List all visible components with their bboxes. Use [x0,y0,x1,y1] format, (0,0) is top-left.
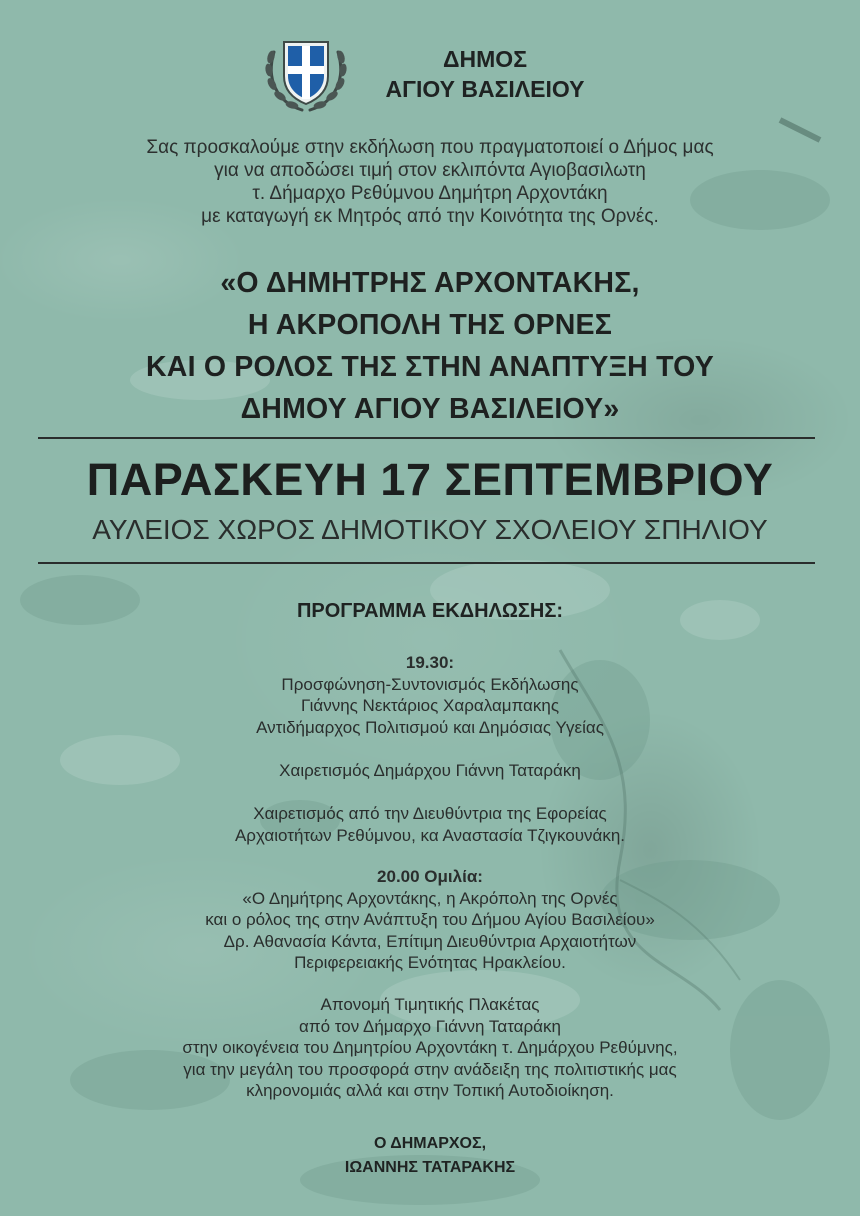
program-line: Αρχαιοτήτων Ρεθύμνου, κα Αναστασία Τζιγκουνάκη. [234,825,626,845]
top-divider [38,437,815,439]
program-welcome-block [0,652,860,738]
program-time-2: 20.00 Ομιλία: [377,867,483,886]
program-line: από τον Δήμαρχο Γιάννη Ταταράκη [299,1016,561,1036]
program-line: Περιφερειακής Ενότητας Ηρακλείου. [294,953,566,973]
program-line: για την μεγάλη του προσφορά στην ανάδειξη της πολιτιστικής μας [183,1059,677,1079]
program-line: Δρ. Αθανασία Κάντα, Επίτιμη Διευθύντρια Αρχαιοτήτων [223,931,637,951]
title-line: Η ΑΚΡΟΠΟΛΗ ΤΗΣ ΟΡΝΕΣ [247,309,613,341]
event-venue: ΑΥΛΕΙΟΣ ΧΩΡΟΣ ΔΗΜΟΤΙΚΟΥ ΣΧΟΛΕΙΟΥ ΣΠΗΛΙΟΥ [92,514,768,545]
program-line: στην οικογένεια του Δημητρίου Αρχοντάκη τ. Δημάρχου Ρεθύμνης, [182,1038,678,1058]
signature-role: Ο ΔΗΜΑΡΧΟΣ, [373,1135,487,1152]
municipality-line-1: ΔΗΜΟΣ [443,46,527,72]
program-mayor-greeting: Χαιρετισμός Δημάρχου Γιάννη Ταταράκη [279,761,581,780]
title-line: ΚΑΙ Ο ΡΟΛΟΣ ΤΗΣ ΣΤΗΝ ΑΝΑΠΤΥΞΗ ΤΟΥ [146,351,714,383]
program-line: Αντιδήμαρχος Πολιτισμού και Δημόσιας Υγείας [256,717,604,737]
program-line: και ο ρόλος της στην Ανάπτυξη του Δήμου Αγίου Βασιλείου» [205,910,655,930]
program-line: κληρονομιάς αλλά και στην Τοπική Αυτοδιοίκηση. [246,1081,614,1101]
event-date: ΠΑΡΑΣΚΕΥΗ 17 ΣΕΠΤΕΜΒΡΙΟΥ [86,454,774,505]
bottom-divider [38,562,815,564]
greek-coat-of-arms-icon [262,32,350,116]
program-line: Προσφώνηση-Συντονισμός Εκδήλωσης [281,674,579,694]
title-line: ΔΗΜΟΥ ΑΓΙΟΥ ΒΑΣΙΛΕΙΟΥ» [240,393,620,425]
program-director-greeting [0,803,860,846]
program-speech-block [0,866,860,974]
intro-line: για να αποδώσει τιμή στον εκλιπόντα Αγιοβασιλωτη [214,160,646,181]
program-heading: ΠΡΟΓΡΑΜΜΑ ΕΚΔΗΛΩΣΗΣ: [296,600,564,622]
program-time-1: 19.30: [405,653,455,672]
municipality-line-2: ΑΓΙΟΥ ΒΑΣΙΛΕΙΟΥ [385,76,585,102]
municipality-name [360,44,610,104]
program-line: «Ο Δημήτρης Αρχοντάκης, η Ακρόπολη της Ορνές [242,888,618,908]
intro-line: τ. Δήμαρχο Ρεθύμνου Δημήτρη Αρχοντάκη [252,183,608,204]
title-line: «Ο ΔΗΜΗΤΡΗΣ ΑΡΧΟΝΤΑΚΗΣ, [220,267,640,299]
program-line: Απονομή Τιμητικής Πλακέτας [320,995,540,1014]
program-line: Χαιρετισμός από την Διευθύντρια της Εφορείας [253,804,607,823]
program-line: Γιάννης Νεκτάριος Χαραλαμπακης [300,696,560,716]
event-title [0,262,860,430]
signature-name: ΙΩΑΝΝΗΣ ΤΑΤΑΡΑΚΗΣ [344,1159,516,1176]
signature [0,1132,860,1180]
intro-line: με καταγωγή εκ Μητρός από την Κοινότητα της Ορνές. [201,206,659,227]
program-award-block [0,994,860,1102]
invitation-text [0,136,860,228]
intro-line: Σας προσκαλούμε στην εκδήλωση που πραγματοποιεί ο Δήμος μας [146,137,714,158]
